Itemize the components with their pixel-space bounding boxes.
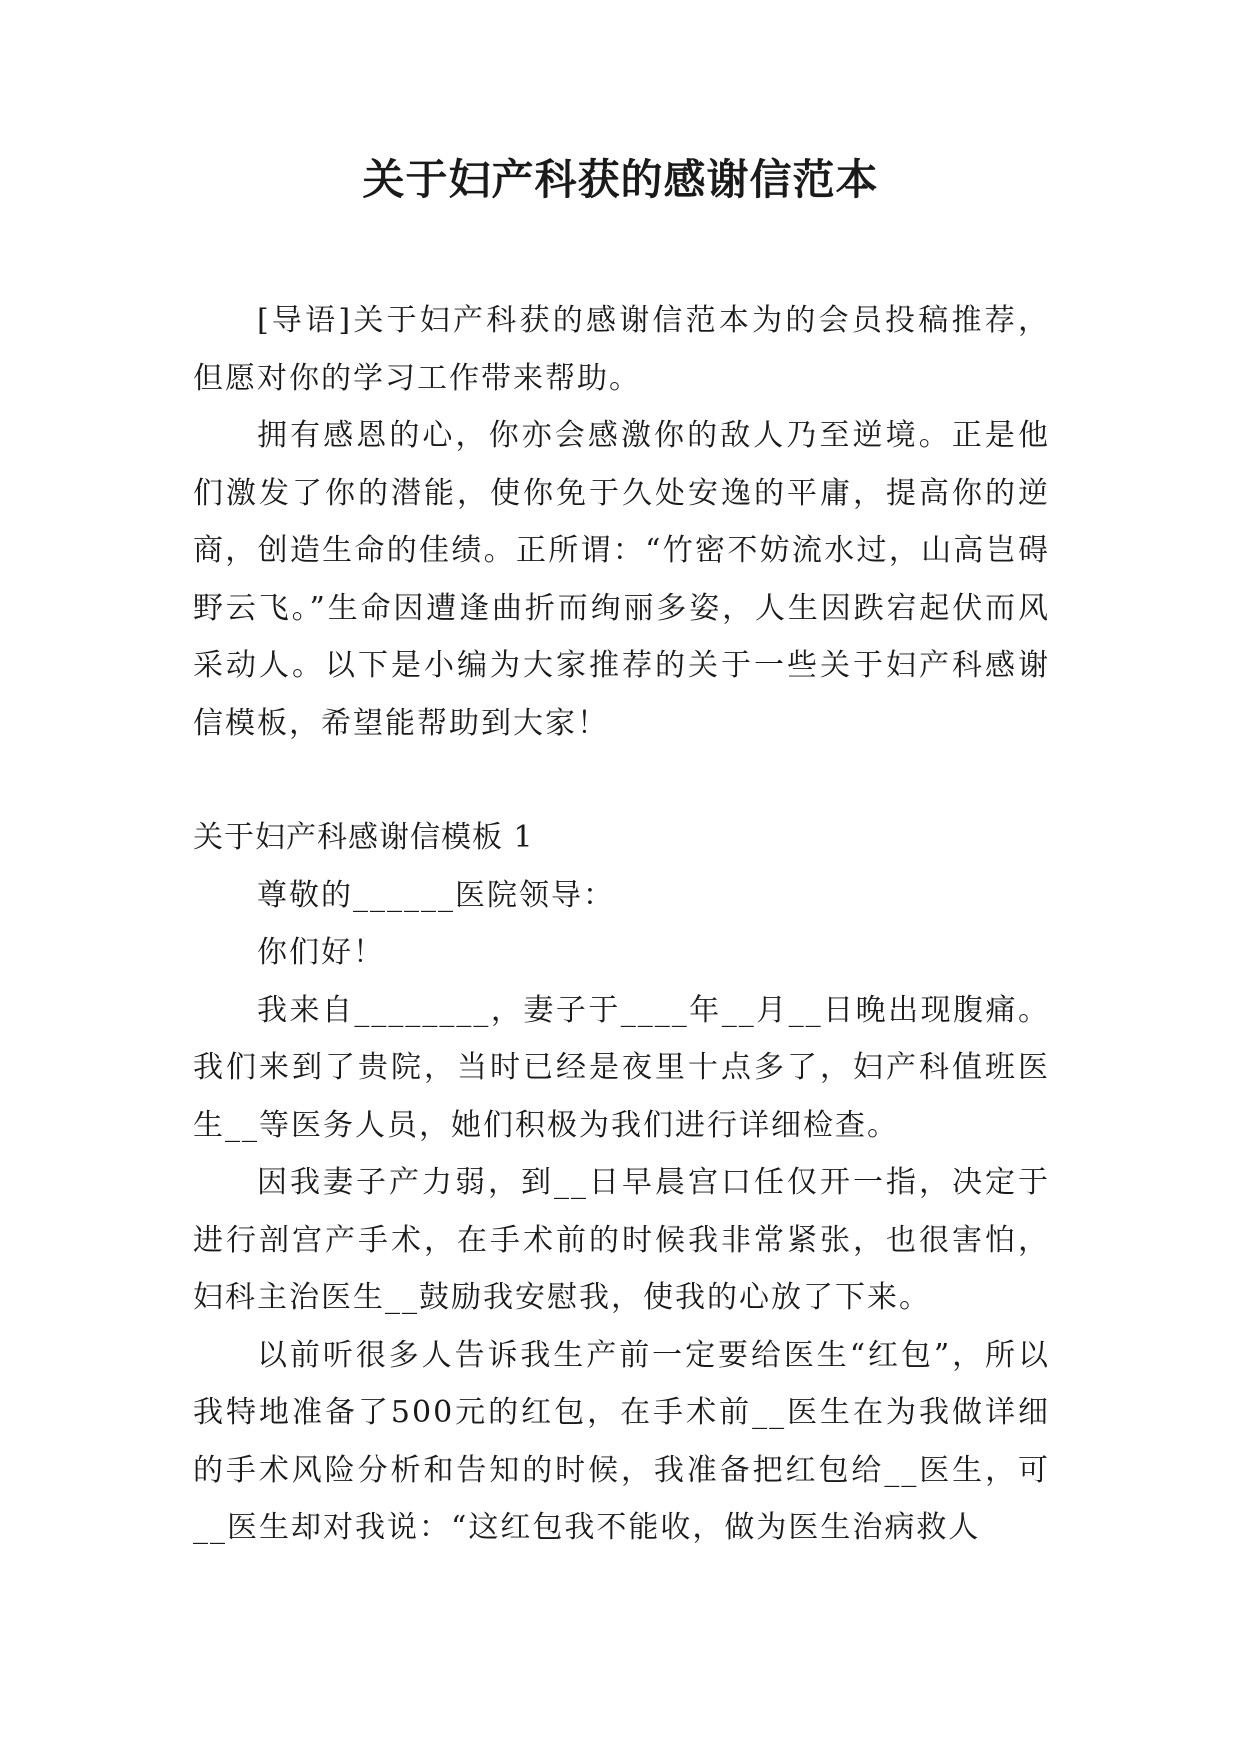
document-title: 关于妇产科获的感谢信范本: [362, 155, 879, 204]
section-heading: 关于妇产科感谢信模板 1: [193, 820, 534, 855]
letter-paragraph-2: 因我妻子产力弱，到__日早晨宫口任仅开一指，决定于进行剖宫产手术，在手术前的时候我非常紧张，也很害怕，妇科主治医生__鼓励我安慰我，使我的心放了下来。: [193, 1165, 1050, 1315]
intro-paragraph: [导语]关于妇产科获的感谢信范本为的会员投稿推荐，但愿对你的学习工作带来帮助。: [193, 303, 1050, 396]
greeting: 你们好！: [257, 935, 385, 970]
document-body: [193, 292, 1050, 1557]
preface-paragraph: 拥有感恩的心，你亦会感激你的敌人乃至逆境。正是他们激发了你的潜能，使你免于久处安逸的平庸，提高你的逆商，创造生命的佳绩。正所谓：“竹密不妨流水过，山高岂碍野云飞。”生命因遭逢曲折而绚丽多姿，人生因跌宕起伏而风采动人。以下是小编为大家推荐的关于一些关于妇产科感谢信模板，希望能帮助到大家！: [193, 418, 1050, 741]
letter-paragraph-3: 以前听很多人告诉我生产前一定要给医生“红包”，所以我特地准备了500元的红包，在手术前__医生在为我做详细的手术风险分析和告知的时候，我准备把红包给__医生，可__医生却对我说：“这红包我不能收，做为医生治病救人: [193, 1337, 1050, 1545]
salutation: 尊敬的______医院领导：: [257, 877, 615, 913]
letter-paragraph-1: 我来自________，妻子于____年__月__日晚出现腹痛。我们来到了贵院，当时已经是夜里十点多了，妇产科值班医生__等医务人员，她们积极为我们进行详细检查。: [193, 992, 1050, 1143]
